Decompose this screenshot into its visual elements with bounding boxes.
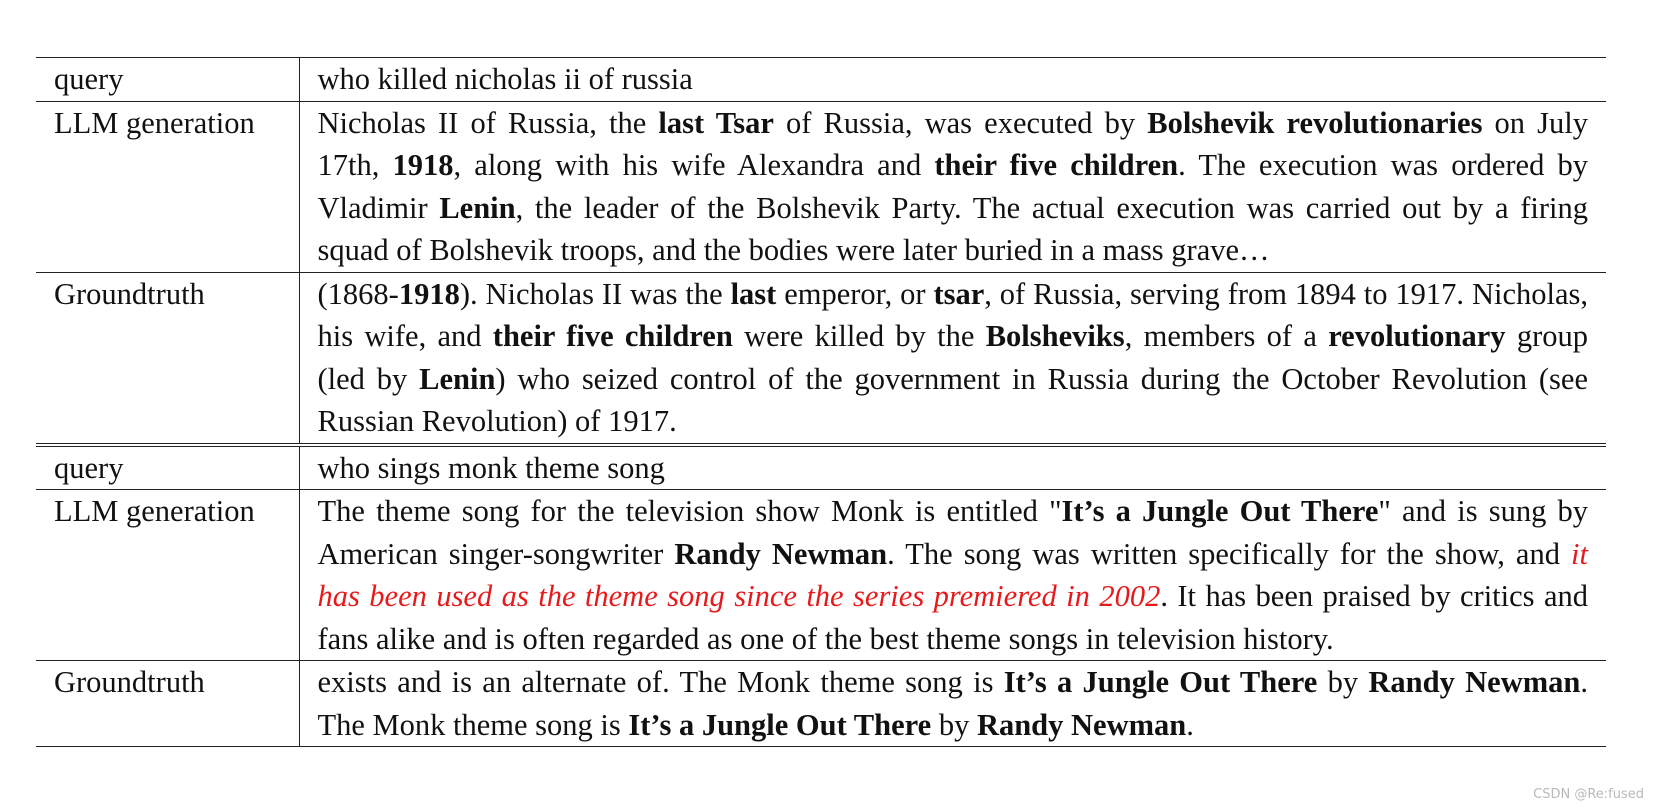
bold-span: It’s a Jungle Out There [1003,665,1318,699]
bold-span: their five children [934,148,1179,182]
bold-span: It’s a Jungle Out There [628,707,932,742]
bold-span: 1918 [392,148,454,182]
text-span: by [931,707,977,742]
text-span: were killed by the [732,319,986,353]
row-label: Groundtruth [36,661,299,747]
bold-span: last Tsar [658,105,774,140]
bold-span: last [730,276,777,311]
text-span: . The Monk theme song is [317,665,1588,742]
row-content [299,58,1606,102]
text-span: , members of a [1124,319,1329,353]
bold-span: Lenin [419,361,496,396]
row-content [299,445,1606,490]
text-span: " and is sung by American singer-songwriter [317,494,1588,571]
hallucination-span: it has been used as the theme song since the series premiered in 2002 [317,536,1588,613]
table-row-groundtruth [36,661,1606,747]
text-span: group (led by [317,319,1588,396]
text-span: , of Russia, serving from 1894 to 1917. Nicholas, his wife, and [317,276,1588,353]
row-label: query [36,445,299,490]
bold-span: their five children [492,319,733,353]
text-span: ). Nicholas II was the [459,276,731,311]
watermark: CSDN @Re:fused [1533,787,1644,802]
bold-span: 1918 [398,276,460,311]
text-span: , along with his wife Alexandra and [453,148,935,182]
row-content [299,101,1606,272]
text-span: . It has been praised by critics and fans alike and is often regarded as one of the best theme songs in television history. [317,579,1589,656]
bold-span: revolutionary [1328,319,1506,353]
bold-span: Randy Newman [1368,665,1581,699]
text-span: , the leader of the Bolshevik Party. The actual execution was carried out by a firing squad of Bolshevik troops, and the bodies were later buried in a mass grave… [317,190,1588,267]
table-row-groundtruth [36,272,1606,445]
row-content [299,490,1606,661]
row-label: query [36,58,299,102]
comparison-table-wrapper [36,57,1606,747]
bold-span: tsar [933,276,985,311]
qa-comparison-table [36,57,1606,747]
text-span: Nicholas II of Russia, the [317,105,659,140]
text-span: . The song was written specifically for the show, and [887,536,1572,571]
table-row-query [36,58,1606,102]
text-span: by [1317,665,1369,699]
table-row-query [36,445,1606,490]
row-label: LLM generation [36,490,299,661]
text-span: who killed nicholas ii of russia [317,62,693,96]
text-span: emperor, or [776,276,934,311]
text-span: . The execution was ordered by Vladimir [317,148,1588,225]
text-span: on July 17th, [317,105,1588,182]
bold-span: Bolshevik revolutionaries [1147,105,1483,140]
text-span: (1868- [317,276,399,311]
text-span: . [1186,707,1194,742]
text-span: ) who seized control of the government in Russia during the October Revolution (see Russian Revolution) of 1917. [317,361,1588,438]
text-span: of Russia, was executed by [773,105,1148,140]
text-span: who sings monk theme song [317,450,665,485]
bold-span: Randy Newman [976,707,1187,742]
bold-span: Randy Newman [674,536,888,571]
table-row-llm-generation [36,490,1606,661]
bold-span: Lenin [439,190,516,225]
text-span: The theme song for the television show Monk is entitled " [317,494,1062,528]
row-label: LLM generation [36,101,299,272]
bold-span: It’s a Jungle Out There [1061,494,1379,528]
bold-span: Bolsheviks [985,319,1125,353]
table-row-llm-generation [36,101,1606,272]
row-label: Groundtruth [36,272,299,445]
text-span: exists and is an alternate of. The Monk theme song is [317,665,1004,699]
row-content [299,272,1606,445]
row-content [299,661,1606,747]
